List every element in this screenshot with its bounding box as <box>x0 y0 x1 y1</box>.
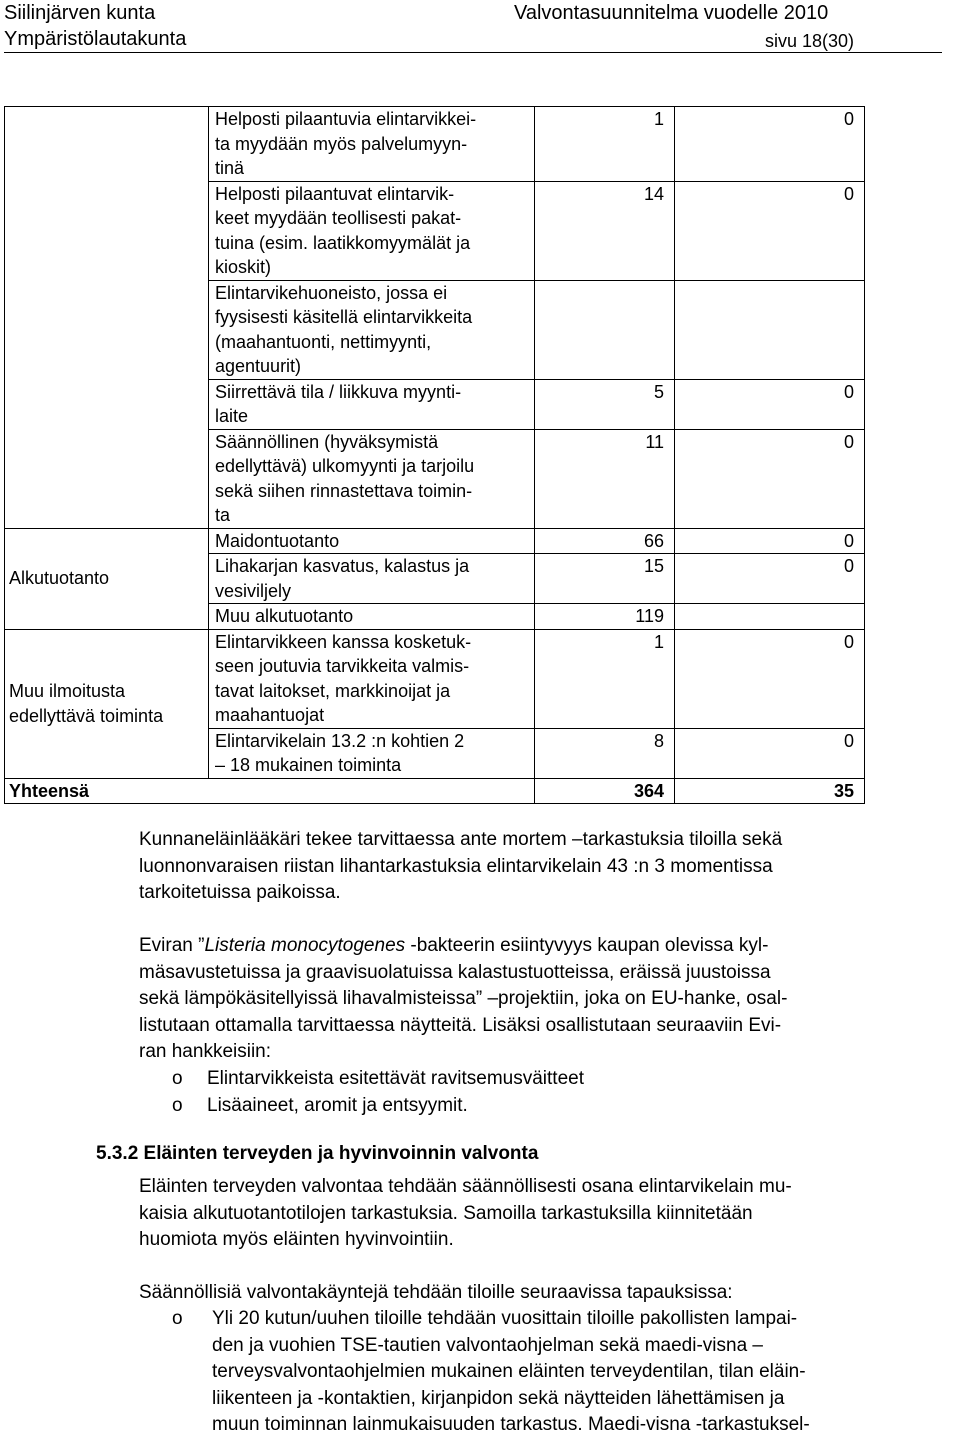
total-inspections: 35 <box>675 778 865 804</box>
paragraph-listeria: Eviran ”Listeria monocytogenes -bakteerin esiintyvyys kaupan olevissa kyl- mäsavustetuissa ja graavisuolatuissa kalastustuotteissa, eräissä juustoissa sekä lämpökäsitellyissä lihavalmisteissa” –projektiin, joka on EU-hanke, osal- listutaan ottamalla tarvittaessa näytteitä. Lisäksi osallistutaan seuraaviin Evi- ran hankkeisiin: <box>139 935 788 1062</box>
paragraph-animal-health: Eläinten terveyden valvontaa tehdään säännöllisesti osana elintarvikelain mu- kaisia alkutuotantotilojen tarkastuksia. Samoilla tarkastuksilla kiinnitetään huomiota myös eläinten hyvinvointiin. <box>139 1176 792 1250</box>
row-description: Elintarvikelain 13.2 :n kohtien 2 – 18 mukainen toiminta <box>209 728 535 778</box>
row-count: 8 <box>535 728 675 778</box>
row-inspections: 0 <box>675 728 865 778</box>
row-description: Helposti pilaantuvat elintarvik- keet myydään teollisesti pakat- tuina (esim. laatikkomyymälät ja kioskit) <box>209 181 535 280</box>
row-description: Siirrettävä tila / liikkuva myynti- laite <box>209 379 535 429</box>
header-org: Siilinjärven kunta <box>4 2 156 24</box>
row-count: 1 <box>535 629 675 728</box>
table-row <box>5 629 865 728</box>
row-description: Muu alkutuotanto <box>209 604 535 630</box>
row-inspections: 0 <box>675 528 865 554</box>
row-count: 5 <box>535 379 675 429</box>
row-count: 1 <box>535 107 675 182</box>
section-heading: 5.3.2 Eläinten terveyden ja hyvinvoinnin valvonta <box>96 1143 539 1164</box>
row-description: Maidontuotanto <box>209 528 535 554</box>
inspection-table <box>4 106 865 804</box>
row-inspections: 0 <box>675 181 865 280</box>
row-description: Lihakarjan kasvatus, kalastus ja vesiviljely <box>209 554 535 604</box>
row-inspections <box>675 280 865 379</box>
total-count: 364 <box>535 778 675 804</box>
header-rule <box>4 52 942 53</box>
row-count: 119 <box>535 604 675 630</box>
header-page-number: sivu 18(30) <box>765 31 855 51</box>
row-count: 11 <box>535 429 675 528</box>
row-inspections: 0 <box>675 629 865 728</box>
row-count <box>535 280 675 379</box>
category-alkutuotanto: Alkutuotanto <box>5 528 209 629</box>
total-row <box>5 778 865 804</box>
list-item: Yli 20 kutun/uuhen tiloille tehdään vuosittain tiloille pakollisten lampai- den ja vuohien TSE-tautien valvontaohjelman sekä maedi-visna – terveysvalvontaohjelmien mukainen eläinten terveydentilan, tilan eläin- liikenteen ja -kontaktien, kirjanpidon sekä näytteiden lähettämisen ja muun toiminnan lainmukaisuuden tarkastus. Maedi-visna -tarkastuksel- <box>212 1308 810 1435</box>
table-row <box>5 107 865 182</box>
row-inspections: 0 <box>675 429 865 528</box>
species-name: Listeria monocytogenes <box>204 935 406 956</box>
bullet-marker: o <box>172 1068 183 1089</box>
total-label: Yhteensä <box>5 778 535 804</box>
row-inspections: 0 <box>675 554 865 604</box>
paragraph-ante-mortem: Kunnaneläinlääkäri tekee tarvittaessa ante mortem –tarkastuksia tiloilla sekä luonnonvaraisen riistan lihantarkastuksia elintarvikelain 43 :n 3 momentissa tarkoitetuissa paikoissa. <box>139 829 783 903</box>
row-count: 66 <box>535 528 675 554</box>
paragraph-visits: Säännöllisiä valvontakäyntejä tehdään tiloille seuraavissa tapauksissa: <box>139 1282 733 1303</box>
bullet-marker: o <box>172 1095 183 1116</box>
list-item: Elintarvikkeista esitettävät ravitsemusväitteet <box>207 1068 584 1089</box>
bullet-marker: o <box>172 1308 183 1329</box>
row-count: 14 <box>535 181 675 280</box>
list-item: Lisäaineet, aromit ja entsyymit. <box>207 1095 468 1116</box>
row-description: Helposti pilaantuvia elintarvikkei- ta myydään myös palvelumyyn- tinä <box>209 107 535 182</box>
row-inspections: 0 <box>675 107 865 182</box>
row-description: Elintarvikkeen kanssa kosketuk- seen joutuvia tarvikkeita valmis- tavat laitokset, markkinoijat ja maahantuojat <box>209 629 535 728</box>
category-muu-ilmoitusta: Muu ilmoitusta edellyttävä toiminta <box>5 629 209 778</box>
row-inspections <box>675 604 865 630</box>
row-count: 15 <box>535 554 675 604</box>
row-description: Säännöllinen (hyväksymistä edellyttävä) ulkomyynti ja tarjoilu sekä siihen rinnastettava toimin- ta <box>209 429 535 528</box>
header-doc-title: Valvontasuunnitelma vuodelle 2010 <box>514 2 829 24</box>
table-row <box>5 528 865 554</box>
row-inspections: 0 <box>675 379 865 429</box>
category-cell-empty <box>5 107 209 529</box>
header-committee: Ympäristölautakunta <box>4 28 187 50</box>
row-description: Elintarvikehuoneisto, jossa ei fyysisesti käsitellä elintarvikkeita (maahantuonti, nettimyynti, agentuurit) <box>209 280 535 379</box>
